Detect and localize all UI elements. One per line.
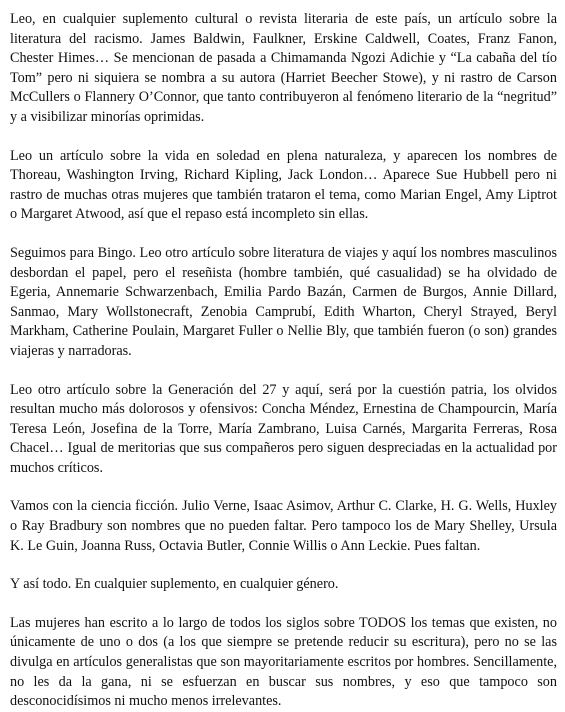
- paragraph-travel-literature: Seguimos para Bingo. Leo otro artículo sobre literatura de viajes y aquí los nombres masculinos desbordan el papel, pero el reseñista (hombre también, qué casualidad) se ha olvidado de Egeria, Annemarie Schwarzenbach, Emilia Pardo Bazán, Carmen de Burgos, Annie Dillard, Sanmao, Mary Wollstonecraft, Zenobia Camprubí, Edith Wharton, Cheryl Strayed, Beryl Markham, Catherine Poulain, Margaret Fuller o Nellie Bly, que también fueron (o son) grandes viajeras y narradoras.: [10, 244, 557, 359]
- paragraph-generation-27: Leo otro artículo sobre la Generación del 27 y aquí, será por la cuestión patria, los olvidos resultan mucho más dolorosos y ofensivos: Concha Méndez, Ernestina de Champourcin, María Teresa León, Josefina de la Torre, María Zambrano, Luisa Carnés, Margarita Ferreras, Rosa Chacel… Igual de meritorias que sus compañeros pero siguen despreciadas en la actualidad por muchos críticos.: [10, 381, 557, 476]
- paragraph-science-fiction: Vamos con la ciencia ficción. Julio Verne, Isaac Asimov, Arthur C. Clarke, H. G. Wells, Huxley o Ray Bradbury son nombres que no pueden faltar. Pero tampoco los de Mary Shelley, Ursula K. Le Guin, Joanna Russ, Octavia Butler, Connie Willis o Ann Leckie. Pues faltan.: [10, 498, 557, 554]
- paragraph-every-genre: Y así todo. En cualquier suplemento, en cualquier género.: [10, 576, 339, 593]
- document-body: [10, 10, 557, 712]
- paragraph-conclusion: Las mujeres han escrito a lo largo de todos los siglos sobre TODOS los temas que existen, no únicamente de uno o dos (a los que siempre se pretende reducir su escritura), pero no se las divulga en artículos generalistas que son mayoritariamente escritos por hombres. Sencillamente, no les da la gana, ni se esfuerzan en buscar sus nombres, y eso que tampoco son desconocidísimos ni mucho menos irrelevantes.: [10, 614, 557, 710]
- paragraph-racism: Leo, en cualquier suplemento cultural o revista literaria de este país, un artículo sobre la literatura del racismo. James Baldwin, Faulkner, Erskine Caldwell, Coates, Franz Fanon, Chester Himes… Se mencionan de pasada a Chimamanda Ngozi Adichie y “La cabaña del tío Tom” pero ni siquiera se nombra a su autora (Harriet Beecher Stowe), y ni rastro de Carson McCullers o Flannery O’Connor, que tanto contribuyeron al fenómeno literario de la “negritud” y a visibilizar minorías oprimidas.: [10, 11, 557, 125]
- paragraph-solitude-nature: Leo un artículo sobre la vida en soledad en plena naturaleza, y aparecen los nombres de Thoreau, Washington Irving, Richard Kipling, Jack London… Aparece Sue Hubbell pero ni rastro de muchas otras mujeres que también trataron el tema, como Marian Engel, Amy Liptrot o Margaret Atwood, así que el repaso está incompleto sin ellas.: [10, 147, 557, 223]
